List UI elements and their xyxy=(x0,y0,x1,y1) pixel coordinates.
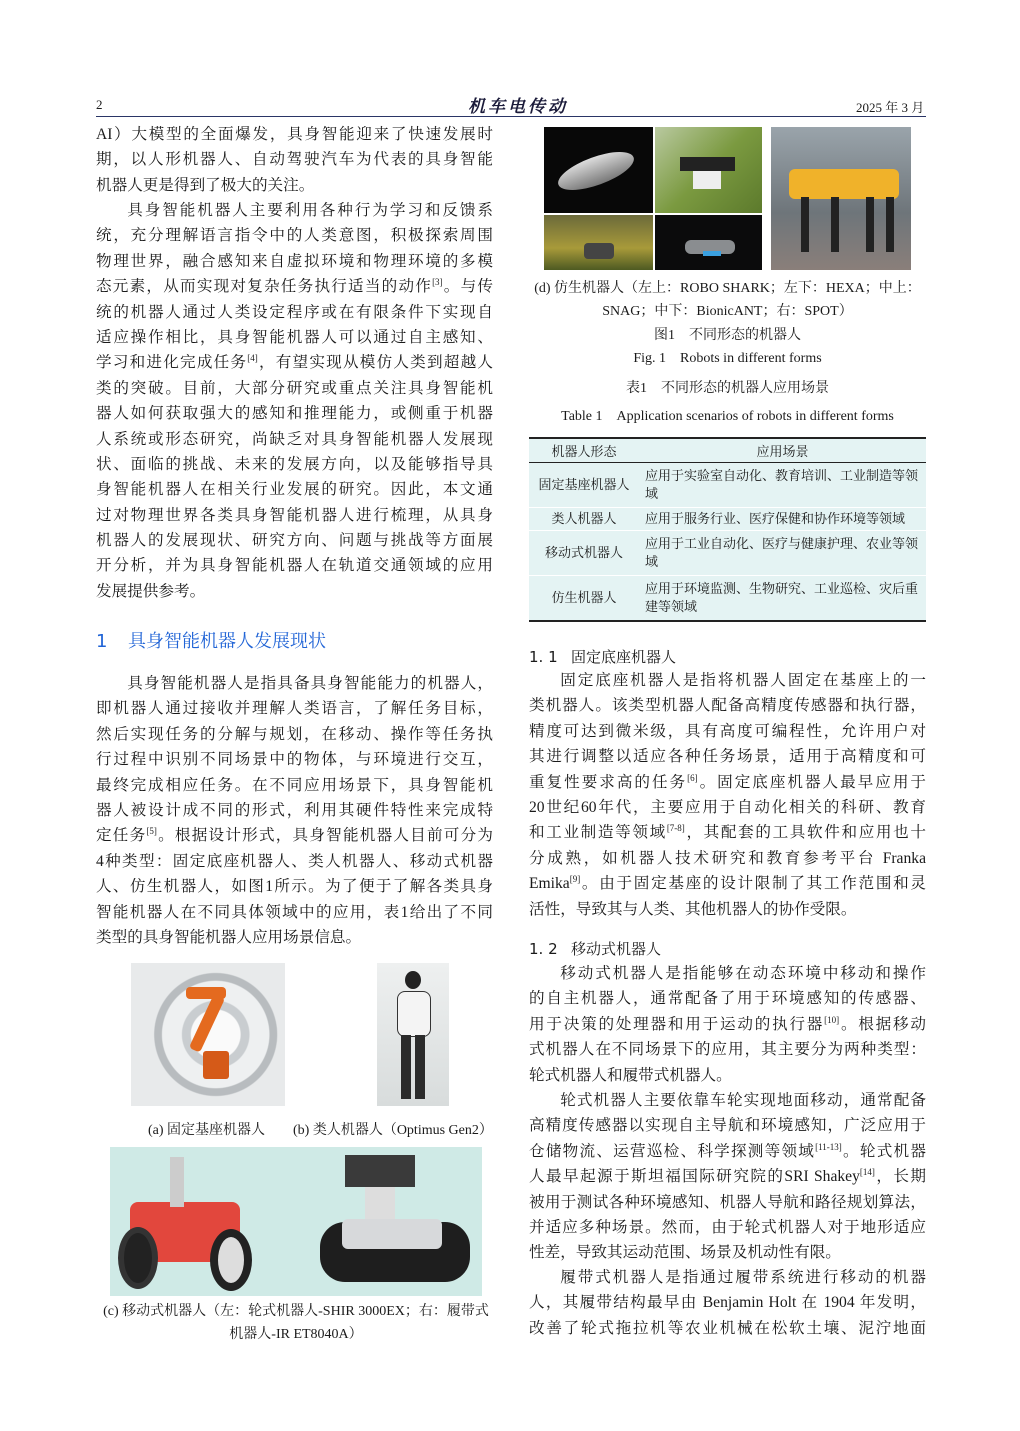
text-line: AI）大模型的全面爆发，具身智能迎来了快速发展时 xyxy=(96,126,493,143)
text-line: 过对物理世界各类具身智能机器人进行梳理，从具身 xyxy=(96,506,493,524)
text-line: 重复性要求高的任务[6]。固定底座机器人最早应用于 xyxy=(529,772,926,791)
bionic-ant-image xyxy=(655,215,762,270)
text-line: 改善了轮式拖拉机等农业机械在松软土壤、泥泞地面 xyxy=(529,1319,926,1337)
text-line: 器人被设计成不同的形式，利用其硬件特性来完成特 xyxy=(96,801,493,819)
journal-logo: 机车电传动 xyxy=(468,97,568,116)
snag-drone-image xyxy=(655,127,762,213)
table-row xyxy=(529,576,926,621)
paragraph xyxy=(529,1088,926,1266)
text-line: 分成熟，如机器人技术研究和教育参考平台 Franka xyxy=(529,849,926,867)
table-row xyxy=(529,508,926,531)
text-line: 适应操作相比，具身智能机器人可以通过自主感知、 xyxy=(96,328,493,346)
text-line: 学习和进化完成任务[4]，有望实现从模仿人类到超越人 xyxy=(96,353,493,372)
text-line: 20世纪60年代，主要应用于自动化相关的科研、教育 xyxy=(529,798,926,816)
figure-c-caption xyxy=(96,1300,496,1346)
text-line: 履带式机器人是指通过履带系统进行移动的机器 xyxy=(560,1269,926,1286)
text-line: 轮式机器人主要依靠车轮实现地面移动，通常配备 xyxy=(560,1092,926,1109)
figure-c-caption-line: (c) 移动式机器人（左：轮式机器人-SHIR 3000EX；右：履带式 xyxy=(103,1304,489,1319)
section-heading-1-1 xyxy=(529,646,676,667)
text-line: 高精度传感器以实现自主导航和环境感知，广泛应用于 xyxy=(529,1117,926,1135)
table-row xyxy=(529,463,926,508)
text-line: 精度可达到微米级，具有高度可编程性，允许用户对 xyxy=(529,722,926,740)
figure-1-title-cn: 图1 不同形态的机器人 xyxy=(654,328,801,343)
table-header-row xyxy=(529,438,926,463)
figure-a-caption: (a) 固定基座机器人 xyxy=(148,1123,266,1138)
text-line: 状、面临的挑战、未来的发展方向，以及能够指导具 xyxy=(96,455,493,473)
table-1-title-cn: 表1 不同形态的机器人应用场景 xyxy=(626,381,829,396)
column-header: 应用场景 xyxy=(639,438,926,463)
table-row xyxy=(529,531,926,576)
robot-form-cell: 移动式机器人 xyxy=(529,531,639,576)
text-line: 态元素，从而实现对复杂任务执行适当的动作[3]。与传 xyxy=(96,277,493,296)
text-line: 机器人的发展现状、研究方向、问题与挑战等方面展 xyxy=(96,532,493,550)
text-line: 用于决策的处理器和用于运动的执行器[10]。根据移动 xyxy=(529,1014,926,1033)
text-line: 人、仿生机器人，如图1所示。为了便于了解各类具身 xyxy=(96,878,493,896)
section-number: 1 xyxy=(96,631,108,652)
citation: [3] xyxy=(432,277,443,288)
citation: [4] xyxy=(247,353,258,364)
citation: [10] xyxy=(824,1014,840,1025)
citation: [6] xyxy=(687,772,698,783)
figure-b-caption: (b) 类人机器人（Optimus Gen2） xyxy=(293,1123,493,1138)
scenario-cell: 应用于服务行业、医疗保健和协作环境等领域 xyxy=(639,508,926,531)
text-line: 类机器人。该类型机器人配备高精度传感器和执行器， xyxy=(529,697,926,715)
text-line: 具身智能机器人是指具备具身智能能力的机器人， xyxy=(127,675,493,692)
text-line: 定任务[5]。根据设计形式，具身智能机器人目前可分为 xyxy=(96,826,493,845)
text-line: 开分析，并为具身智能机器人在轨道交通领域的应用 xyxy=(96,557,493,575)
text-line: 的自主机器人，通常配备了用于环境感知的传感器、 xyxy=(529,990,926,1008)
header-rule xyxy=(96,116,926,117)
text-line: 身智能机器人在相关行业发展的研究。因此，本文通 xyxy=(96,481,493,499)
figure-d-caption-line: SNAG；中下：BionicANT；右：SPOT） xyxy=(602,304,853,319)
text-line: 式机器人在不同场景下的应用，其主要分为两种类型： xyxy=(529,1041,926,1059)
text-line: 人系统或形态研究，尚缺乏对具身智能机器人发展现 xyxy=(96,430,493,448)
text-line: 发展提供参考。 xyxy=(96,582,206,600)
figure-d-caption xyxy=(529,277,926,428)
text-line: 期，以人形机器人、自动驾驶汽车为代表的具身智能 xyxy=(96,151,493,169)
figure-c-caption-line: 机器人-IR ET8040A） xyxy=(229,1327,363,1342)
scenario-cell: 应用于环境监测、生物研究、工业巡检、灾后重建等领域 xyxy=(639,576,926,621)
scenario-cell: 应用于实验室自动化、教育培训、工业制造等领域 xyxy=(639,463,926,508)
figure-d-caption-line: (d) 仿生机器人（左上：ROBO SHARK；左下：HEXA；中上： xyxy=(534,281,921,296)
paragraph xyxy=(529,668,926,922)
table-1 xyxy=(529,437,926,622)
figure-a-fixed-base-robot-image xyxy=(131,963,285,1106)
text-line: 最终完成相应任务。在不同应用场景下，具身智能机 xyxy=(96,776,493,794)
section-heading-1-2 xyxy=(529,938,661,959)
text-line: 物理世界，融合感知来自虚拟环境和物理环境的多模 xyxy=(96,252,493,270)
text-line: 其进行调整以适应各种任务场景，适用于高精度和可 xyxy=(529,748,926,766)
text-line: 即机器人通过接收并理解人类语言，了解任务目标， xyxy=(96,700,493,718)
text-line: 移动式机器人是指能够在动态环境中移动和操作 xyxy=(560,965,926,982)
figure-1-title-en: Fig. 1 Robots in different forms xyxy=(633,351,822,366)
text-line: 仓储物流、运营巡检、科学探测等领域[11-13]。轮式机器 xyxy=(529,1141,926,1160)
scenario-cell: 应用于工业自动化、医疗与健康护理、农业等领域 xyxy=(639,531,926,576)
spot-robot-image xyxy=(771,127,911,270)
text-line: 和工业制造等领域[7-8]，其配套的工具软件和应用也十 xyxy=(529,823,926,842)
citation: [7-8] xyxy=(666,823,685,834)
text-line: Emika[9]。由于固定基座的设计限制了其工作范围和灵 xyxy=(529,874,926,893)
citation: [5] xyxy=(146,826,157,837)
paragraph xyxy=(529,961,926,1088)
text-line: 器人如何获取强大的感知和推理能力，或侧重于机器 xyxy=(96,405,493,423)
text-line: 固定底座机器人是指将机器人固定在基座上的一 xyxy=(560,672,926,689)
section-number: 1. 1 xyxy=(529,648,558,666)
robo-shark-image xyxy=(544,127,653,213)
text-line: 然后实现任务的分解与规划，在移动、操作等任务执 xyxy=(96,725,493,743)
column-header: 机器人形态 xyxy=(529,438,639,463)
paragraph xyxy=(96,198,493,604)
text-line: 轮式机器人和履带式机器人。 xyxy=(529,1066,732,1084)
section-title: 固定底座机器人 xyxy=(571,648,677,666)
paragraph xyxy=(96,671,493,950)
section-heading-1 xyxy=(96,627,326,653)
page-number: 2 xyxy=(96,97,103,112)
robot-form-cell: 类人机器人 xyxy=(529,508,639,531)
citation: [9] xyxy=(569,874,581,885)
text-line: 具身智能机器人主要利用各种行为学习和反馈系 xyxy=(127,202,493,219)
paragraph xyxy=(96,122,493,198)
text-line: 类的突破。目前，大部分研究或重点关注具身智能机 xyxy=(96,379,493,397)
text-line: 活性，导致其与人类、其他机器人的协作受限。 xyxy=(529,900,857,918)
text-line: 人，其履带结构最早由 Benjamin Holt 在 1904 年发明， xyxy=(529,1294,926,1312)
figure-b-humanoid-robot-image xyxy=(377,963,449,1106)
citation: [11-13] xyxy=(815,1141,842,1152)
citation: [14] xyxy=(859,1167,875,1178)
robot-form-cell: 仿生机器人 xyxy=(529,576,639,621)
issue-date: 2025 年 3 月 xyxy=(856,100,925,115)
section-number: 1. 2 xyxy=(529,940,558,958)
text-line: 4种类型：固定底座机器人、类人机器人、移动式机器 xyxy=(96,852,493,870)
robot-form-cell: 固定基座机器人 xyxy=(529,463,639,508)
table-1-title-en: Table 1 Application scenarios of robots in different forms xyxy=(561,409,894,424)
text-line: 机器人更是得到了极大的关注。 xyxy=(96,176,315,194)
text-line: 类型的具身智能机器人应用场景信息。 xyxy=(96,928,362,946)
figure-c-mobile-robots-image xyxy=(110,1147,482,1296)
text-line: 性差，导致其运动范围、场景及机动性有限。 xyxy=(529,1244,841,1262)
text-line: 统，充分理解语言指令中的人类意图，积极探索周围 xyxy=(96,227,493,245)
section-title: 具身智能机器人发展现状 xyxy=(128,631,326,652)
paragraph xyxy=(529,1265,926,1341)
text-line: 统的机器人通过人类设定程序或在有限条件下实现自 xyxy=(96,303,493,321)
text-line: 人最早起源于斯坦福国际研究院的SRI Shakey[14]，长期 xyxy=(529,1167,926,1186)
text-line: 被用于测试各种环境感知、机器人导航和路径规划算法， xyxy=(529,1193,926,1211)
section-title: 移动式机器人 xyxy=(571,940,662,958)
text-line: 行过程中识别不同场景中的物体，与环境进行交互， xyxy=(96,751,493,769)
text-line: 并适应多种场景。然而，由于轮式机器人对于地形适应 xyxy=(529,1218,926,1236)
hexa-robot-image xyxy=(544,215,653,270)
text-line: 智能机器人在不同具体领域中的应用，表1给出了不同 xyxy=(96,903,493,921)
